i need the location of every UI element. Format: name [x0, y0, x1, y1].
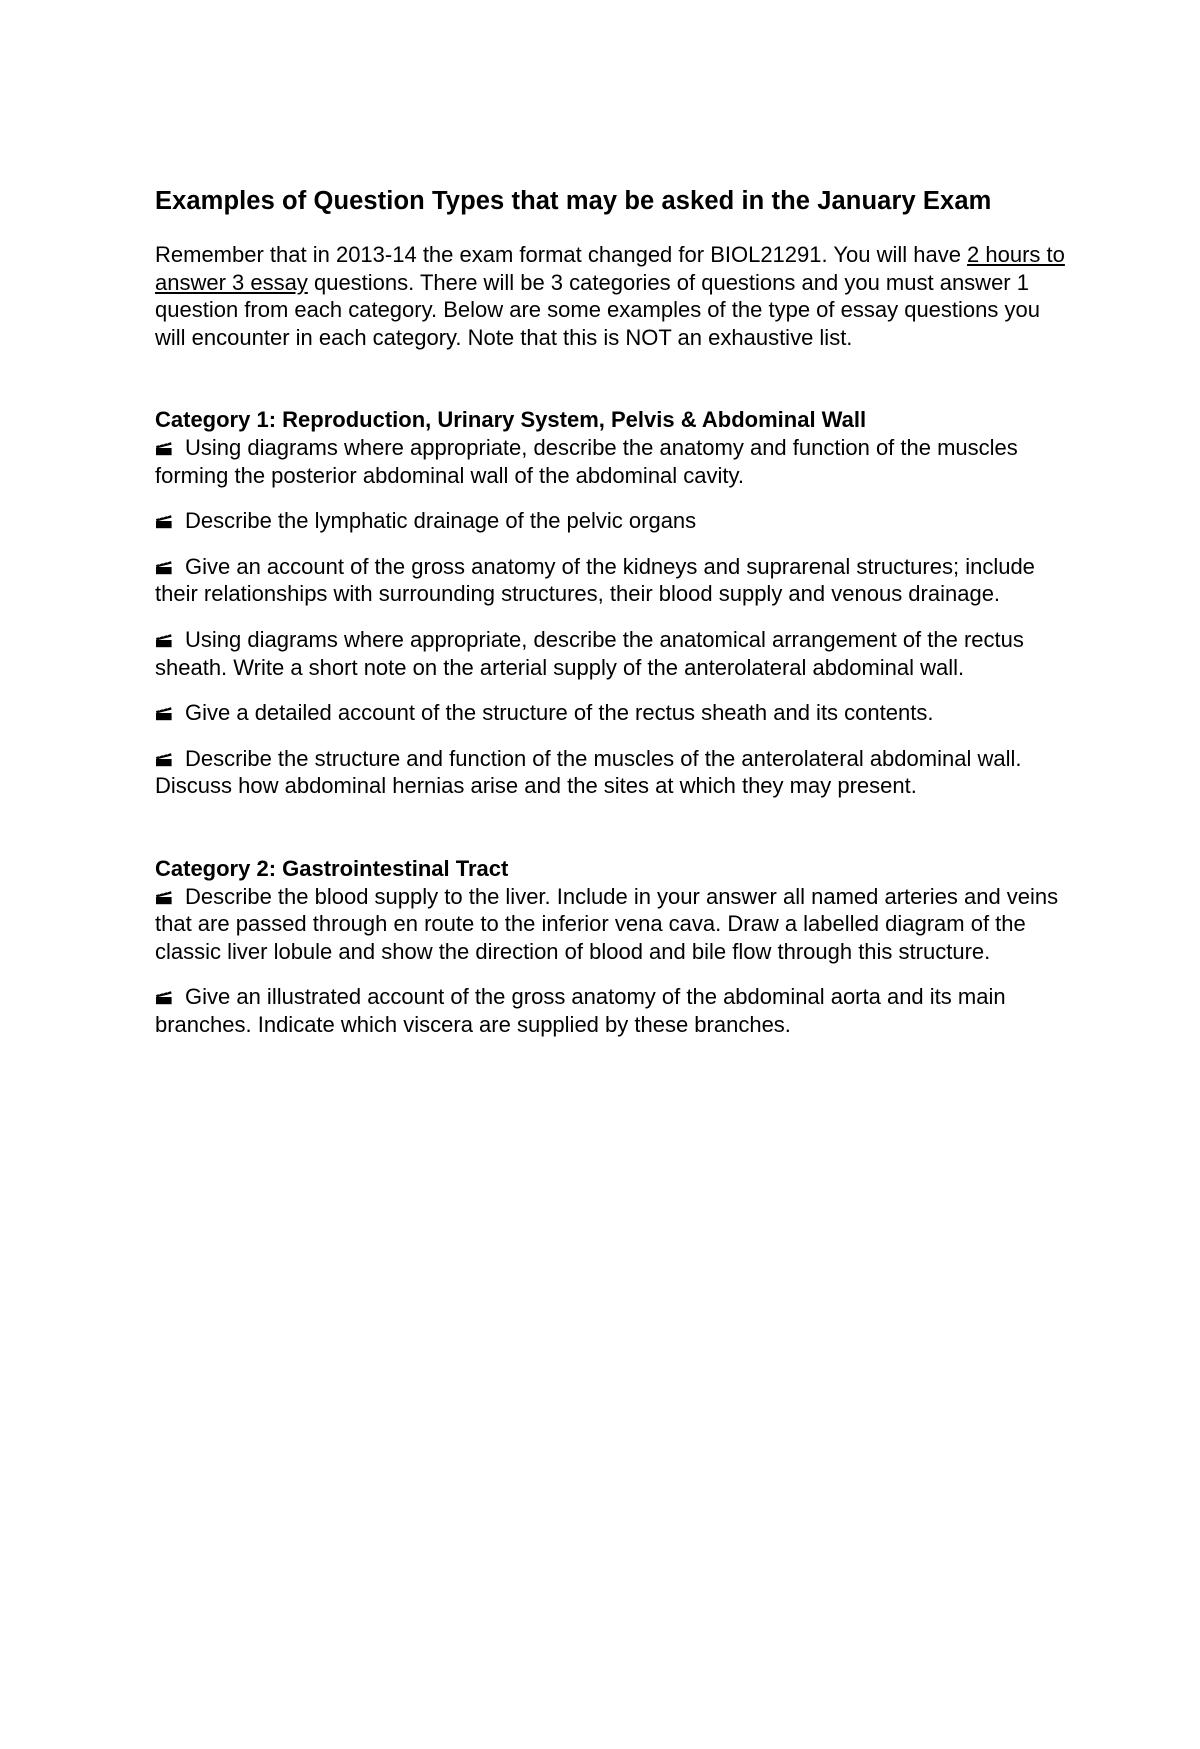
question-text: Give a detailed account of the structure of the rectus sheath and its contents.	[185, 700, 934, 726]
clapperboard-icon	[155, 559, 173, 575]
intro-text-end: questions. There will be 3 categories of questions and you must answer 1 question from each category. Below are some examples of the type of essay questions you will encounter in each category. Note that this is NOT an exhaustive list.	[155, 269, 1040, 350]
clapperboard-icon	[155, 440, 173, 456]
category-section	[155, 855, 1075, 1039]
question-item	[155, 745, 1075, 800]
question-text: Give an illustrated account of the gross anatomy of the abdominal aorta and its main branches. Indicate which viscera are supplied by these branches.	[155, 984, 1006, 1037]
categories-container	[155, 406, 1075, 1038]
question-item	[155, 553, 1075, 608]
question-item	[155, 699, 1075, 727]
category-heading: Category 1: Reproduction, Urinary System, Pelvis & Abdominal Wall	[155, 407, 867, 433]
clapperboard-icon	[155, 889, 173, 905]
clapperboard-icon	[155, 705, 173, 721]
document-title: Examples of Question Types that may be asked in the January Exam	[155, 187, 992, 215]
intro-underlined-text: 2 hours to answer 3 essay	[155, 242, 1065, 295]
clapperboard-icon	[155, 513, 173, 529]
intro-paragraph	[155, 241, 1075, 351]
question-text: Using diagrams where appropriate, describe the anatomical arrangement of the rectus sheath. Write a short note on the arterial supply of the anterolateral abdominal wall.	[155, 626, 1024, 680]
category-section	[155, 406, 1075, 800]
clapperboard-icon	[155, 632, 173, 648]
question-text: Describe the lymphatic drainage of the pelvic organs	[185, 508, 697, 534]
question-item	[155, 434, 1075, 489]
intro-text-start: Remember that in 2013-14 the exam format changed for BIOL21291. You will have	[155, 242, 968, 267]
question-text: Describe the blood supply to the liver. Include in your answer all named arteries and veins that are passed through en route to the inferior vena cava. Draw a labelled diagram of the classic liver lobule and show the direction of blood and bile flow through this structure.	[155, 883, 1059, 964]
question-item	[155, 883, 1075, 966]
document-page	[155, 186, 1075, 1056]
question-text: Give an account of the gross anatomy of the kidneys and suprarenal structures; include their relationships with surrounding structures, their blood supply and venous drainage.	[155, 553, 1035, 607]
question-item	[155, 626, 1075, 681]
category-heading: Category 2: Gastrointestinal Tract	[155, 855, 509, 881]
question-item	[155, 507, 1075, 535]
clapperboard-icon	[155, 989, 173, 1005]
question-text: Using diagrams where appropriate, describe the anatomy and function of the muscles forming the posterior abdominal wall of the abdominal cavity.	[155, 434, 1018, 488]
question-text: Describe the structure and function of the muscles of the anterolateral abdominal wall. Discuss how abdominal hernias arise and the sites at which they may present.	[155, 745, 1022, 799]
question-item	[155, 983, 1075, 1038]
clapperboard-icon	[155, 751, 173, 767]
